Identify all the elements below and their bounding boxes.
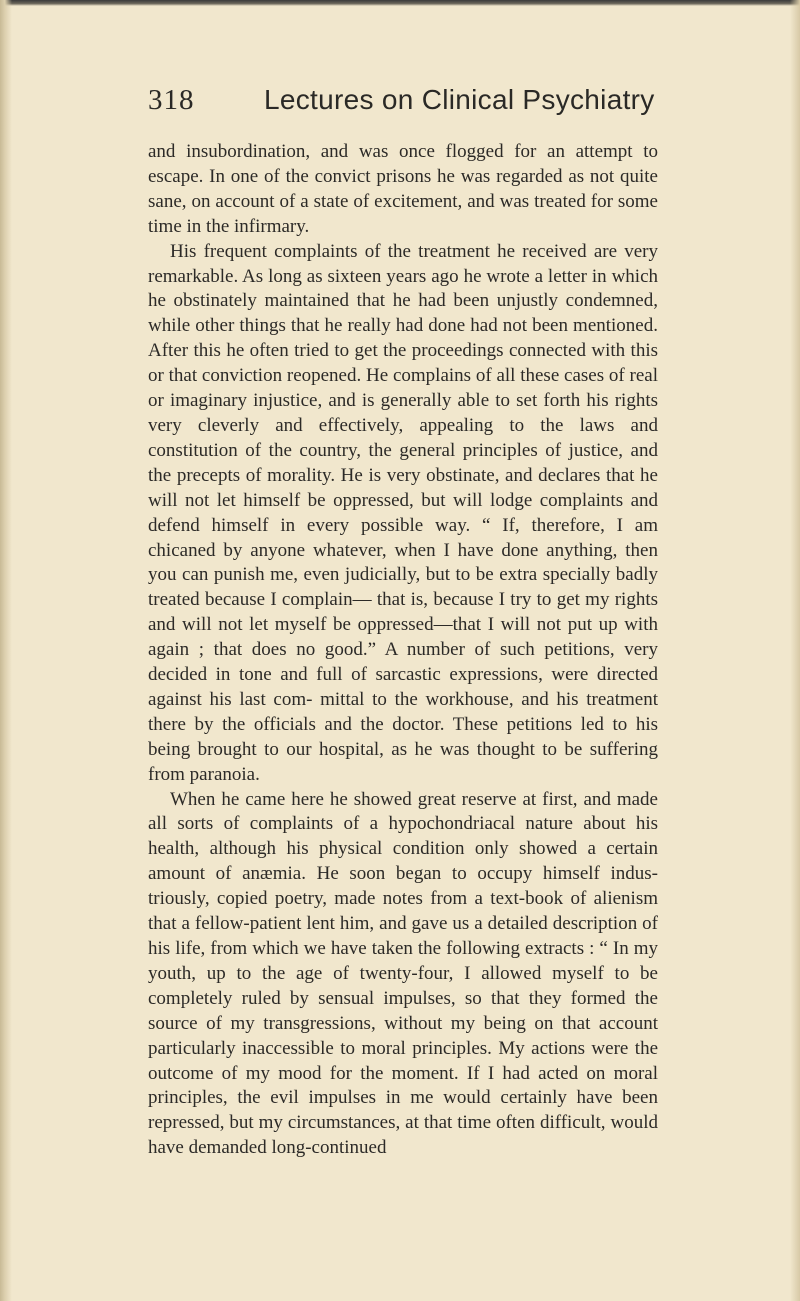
paragraph-hospital-stay: When he came here he showed great reserve at first, and made all sorts of complaints of a hypochondriacal nature about his health, although his physical condition only showed a certain amount of anæmia. He soon began to occupy himself indus- triously, copied poetry, made notes from a text-book of alienism that a fellow-patient lent him, and gave us a detailed description of his life, from which we have taken the following extracts : “ In my youth, up to the age of twenty-four, I allowed myself to be completely ruled by sensual impulses, so that they formed the source of my transgressions, without my being on that account particularly inaccessible to moral principles. My actions were the outcome of my mood for the moment. If I had acted on moral principles, the evil impulses in me would certainly have been repressed, but my circumstances, at that time often difficult, would have demanded long-continued (148, 788, 658, 1159)
body-text (148, 140, 658, 1161)
paragraph-continued: and insubordination, and was once flogged for an attempt to escape. In one of the convict prisons he was regarded as not quite sane, on account of a state of excitement, and was treated for some time in the infirmary. (148, 141, 658, 237)
running-header (148, 84, 668, 124)
paragraph-complaints: His frequent complaints of the treatment he received are very remarkable. As long as sixteen years ago he wrote a letter in which he obstinately maintained that he had been unjustly condemned, while other things that he really had done had not been mentioned. After this he often tried to get the proceedings connected with this or that conviction reopened. He complains of all these cases of real or imaginary injustice, and is generally able to set forth his rights very cleverly and effectively, appealing to the laws and constitution of the country, the general principles of justice, and the precepts of morality. He is very obstinate, and declares that he will not let himself be oppressed, but will lodge complaints and defend himself in every possible way. “ If, therefore, I am chicaned by anyone whatever, when I have done anything, then you can punish me, even judicially, but to be extra specially badly treated because I complain— that is, because I try to get my rights and will not let myself be oppressed—that I will not put up with again ; that does no good.” A number of such petitions, very decided in tone and full of sarcastic expressions, were directed against his last com- mittal to the workhouse, and his treatment there by the officials and the doctor. These petitions led to his being brought to our hospital, as he was thought to be suffering from paranoia. (148, 240, 658, 785)
page-top-shadow (0, 0, 800, 6)
page-number: 318 (148, 84, 195, 116)
running-title: Lectures on Clinical Psychiatry (264, 84, 655, 115)
page-binding-edge (0, 0, 12, 1301)
page-right-edge (790, 0, 800, 1301)
